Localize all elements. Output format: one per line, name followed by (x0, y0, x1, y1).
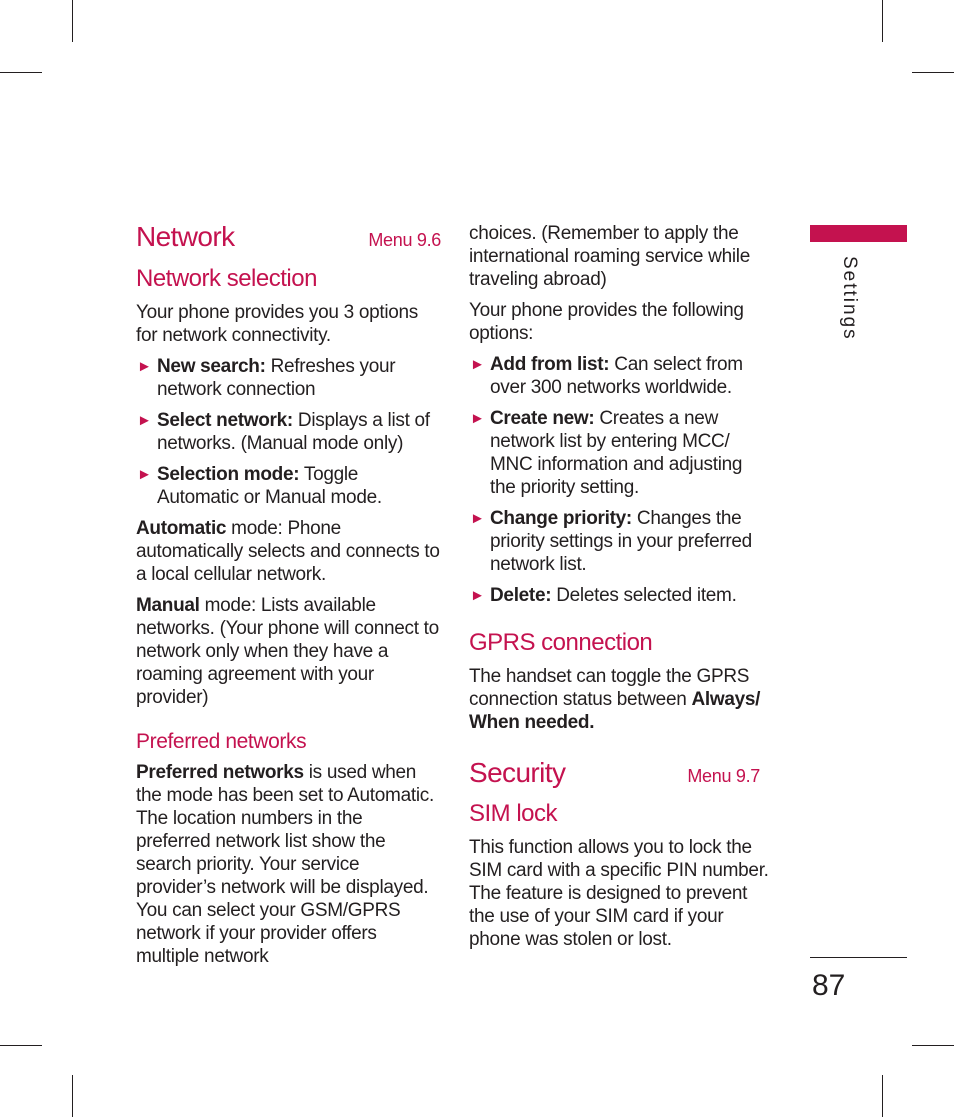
right-column (469, 222, 769, 959)
gprs-paragraph (469, 665, 769, 734)
gprs-connection-title: GPRS connection (469, 629, 653, 656)
preferred-networks-title: Preferred networks (136, 730, 307, 753)
bullet-arrow-icon: ► (470, 356, 485, 373)
crop-mark-top-left-v (72, 0, 73, 42)
bullet-term: Selection mode: (157, 464, 300, 485)
sim-lock-paragraph: This function allows you to lock the SIM card with a specific PIN number. The feature is designed to prevent the use of your SIM card if your phone was stolen or lost. (469, 837, 769, 950)
bullet-text: Displays a list of networks. (Manual mode only) (157, 410, 430, 454)
bullet-term: Add from list: (490, 354, 610, 375)
bullet-text: Creates a new network list by entering MCC/ MNC information and adjusting the priority setting. (490, 408, 743, 498)
crop-mark-top-left-h (0, 72, 42, 73)
bullet-delete (469, 584, 769, 607)
preferred-networks-paragraph (136, 761, 441, 968)
automatic-mode-paragraph (136, 517, 441, 586)
crop-mark-bottom-left-v (72, 1075, 73, 1117)
manual-term: Manual (136, 595, 200, 616)
bullet-term: Delete: (490, 585, 552, 606)
bullet-arrow-icon: ► (470, 510, 485, 527)
network-title: Network (136, 221, 235, 252)
bullet-new-search (136, 355, 441, 401)
page-number-rule (810, 957, 907, 958)
bullet-arrow-icon: ► (470, 587, 485, 604)
continued-paragraph: choices. (Remember to apply the international roaming service while traveling abroad) (469, 223, 750, 290)
gprs-text: The handset can toggle the GPRS connection status between (469, 666, 750, 710)
bullet-add-from-list (469, 353, 769, 399)
crop-mark-top-right-h (912, 72, 954, 73)
bullet-arrow-icon: ► (470, 410, 485, 427)
crop-mark-bottom-right-v (882, 1075, 883, 1117)
security-menu-ref: Menu 9.7 (687, 766, 760, 786)
bullet-text: Toggle Automatic or Manual mode. (157, 464, 382, 508)
preferred-term: Preferred networks (136, 762, 304, 783)
crop-mark-top-right-v (882, 0, 883, 42)
sim-lock-title: SIM lock (469, 800, 558, 827)
bullet-text: Changes the priority settings in your preferred network list. (490, 508, 752, 575)
network-menu-ref: Menu 9.6 (368, 230, 441, 250)
bullet-arrow-icon: ► (137, 412, 152, 429)
options-intro: Your phone provides the following options: (469, 300, 744, 344)
section-tab-bar (810, 225, 907, 242)
manual-text: mode: Lists available networks. (Your phone will connect to network only when they have a roaming agreement with your provider) (136, 595, 439, 708)
bullet-select-network (136, 409, 441, 455)
bullet-arrow-icon: ► (137, 358, 152, 375)
gprs-bold-options: Always/ When needed. (469, 689, 761, 733)
bullet-selection-mode (136, 463, 441, 509)
bullet-term: Select network: (157, 410, 293, 431)
bullet-text: Deletes selected item. (551, 585, 737, 606)
crop-mark-bottom-left-h (0, 1045, 42, 1046)
bullet-term: Change priority: (490, 508, 632, 529)
bullet-change-priority (469, 507, 769, 576)
preferred-text: is used when the mode has been set to Automatic. The location numbers in the preferred network list show the search priority. Your service provider’s network will be displayed. You can select your GSM/GPRS network if your provider offers multiple network (136, 762, 434, 967)
manual-mode-paragraph (136, 594, 441, 709)
bullet-term: Create new: (490, 408, 595, 429)
automatic-term: Automatic (136, 518, 227, 539)
network-selection-intro: Your phone provides you 3 options for network connectivity. (136, 302, 419, 346)
bullet-text: Can select from over 300 networks worldwide. (490, 354, 743, 398)
page-number: 87 (812, 969, 846, 1002)
security-heading-row (469, 758, 769, 788)
crop-mark-bottom-right-h (912, 1045, 954, 1046)
section-label-settings: Settings (839, 256, 860, 341)
bullet-text: Refreshes your network connection (157, 356, 396, 400)
bullet-arrow-icon: ► (137, 466, 152, 483)
bullet-term: New search: (157, 356, 266, 377)
security-title: Security (469, 757, 566, 788)
network-heading-row (136, 222, 441, 252)
network-selection-title: Network selection (136, 265, 317, 292)
bullet-create-new (469, 407, 769, 499)
left-column (136, 222, 441, 976)
automatic-text: mode: Phone automatically selects and connects to a local cellular network. (136, 518, 440, 585)
